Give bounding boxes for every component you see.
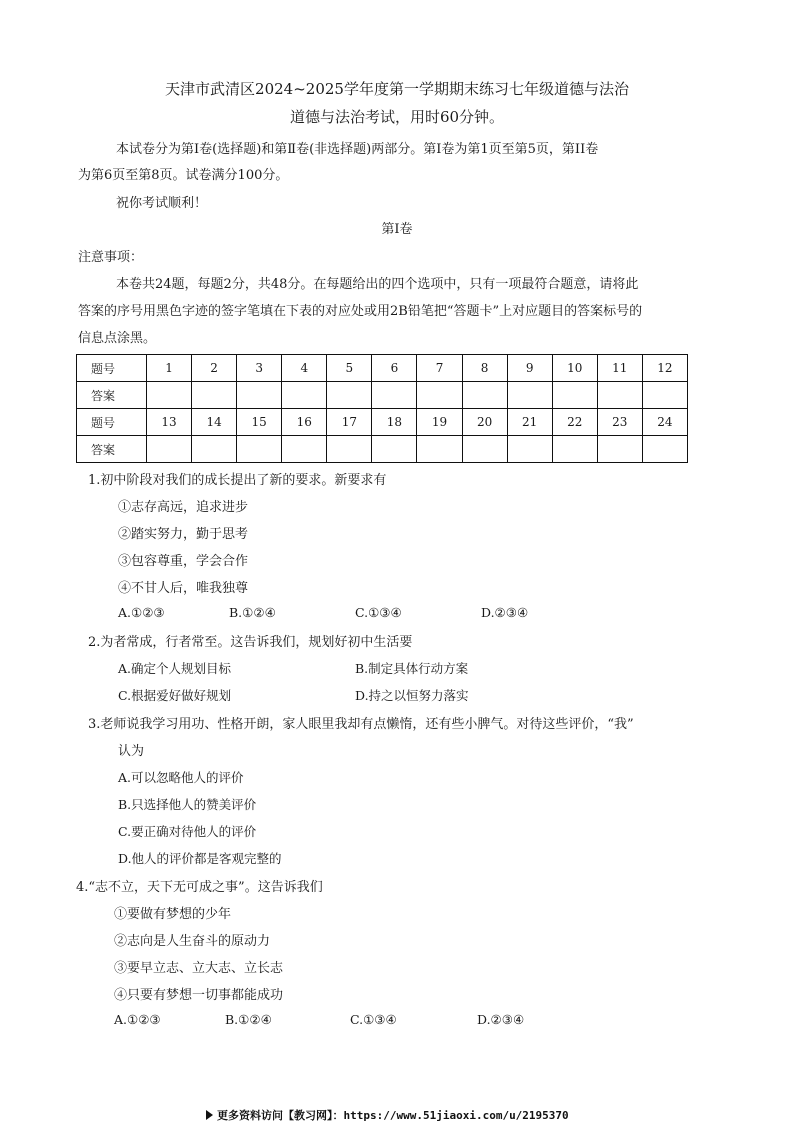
question-number-cell: 5 [327,355,372,382]
question-number-cell: 19 [417,409,462,436]
intro-line-1: 本试卷分为第Ⅰ卷(选择题)和第Ⅱ卷(非选择题)两部分。第Ⅰ卷为第1页至第5页，第II卷 [116,142,599,157]
answer-cell[interactable] [552,382,597,409]
question-1-statement: ④不甘人后，唯我独尊 [118,581,249,596]
answer-cell[interactable] [507,436,552,463]
section-heading: 第Ⅰ卷 [381,222,413,237]
question-number-cell: 6 [372,355,417,382]
answer-cell[interactable] [462,382,507,409]
question-1-stem: 1.初中阶段对我们的成长提出了新的要求。新要求有 [88,473,387,488]
question-1-statement: ③包容尊重，学会合作 [118,554,249,569]
answer-cell[interactable] [372,382,417,409]
answer-cell[interactable] [192,436,237,463]
notice-line-2: 答案的序号用黑色字迹的签字笔填在下表的对应处或用2B铅笔把“答题卡”上对应题目的答案标号的 [78,304,643,319]
intro-wish: 祝你考试顺利！ [116,196,208,211]
question-3-option-c[interactable]: C.要正确对待他人的评价 [118,824,257,839]
question-number-cell: 3 [237,355,282,382]
question-number-cell: 10 [552,355,597,382]
answer-cell[interactable] [237,436,282,463]
question-2-option-d[interactable]: D.持之以恒努力落实 [355,688,469,703]
question-4-option-c[interactable]: C.①③④ [350,1012,397,1027]
question-2-option-b[interactable]: B.制定具体行动方案 [355,661,469,676]
question-4-option-d[interactable]: D.②③④ [477,1012,525,1027]
answer-cell[interactable] [552,436,597,463]
question-3-option-b[interactable]: B.只选择他人的赞美评价 [118,797,257,812]
question-2-stem: 2.为者常成，行者常至。这告诉我们，规划好初中生活要 [88,635,413,650]
question-number-cell: 2 [192,355,237,382]
question-3-stem: 3.老师说我学习用功、性格开朗，家人眼里我却有点懒惰，还有些小脾气。对待这些评价，“我” [88,717,634,732]
answer-cell[interactable] [282,436,327,463]
question-number-cell: 20 [462,409,507,436]
question-4-statement: ③要早立志、立大志、立长志 [114,961,284,976]
answer-cell[interactable] [462,436,507,463]
question-4-option-a[interactable]: A.①②③ [114,1012,161,1027]
answer-cell[interactable] [282,382,327,409]
question-number-cell: 8 [462,355,507,382]
question-number-cell: 11 [597,355,642,382]
answer-cell[interactable] [147,382,192,409]
question-4-statement: ②志向是人生奋斗的原动力 [114,934,271,949]
table-row-question-numbers-1 [77,355,688,382]
question-number-label: 题号 [77,409,147,436]
answer-cell[interactable] [327,382,372,409]
footer-link[interactable] [206,1107,569,1123]
exam-title: 天津市武清区2024~2025学年度第一学期期末练习七年级道德与法治 [165,80,629,98]
question-number-cell: 23 [597,409,642,436]
question-number-cell: 16 [282,409,327,436]
table-row-answers-2 [77,436,688,463]
question-4-statement: ④只要有梦想一切事都能成功 [114,988,284,1003]
answer-cell[interactable] [237,382,282,409]
question-number-cell: 17 [327,409,372,436]
answer-cell[interactable] [597,436,642,463]
table-row-answers-1 [77,382,688,409]
answer-cell[interactable] [372,436,417,463]
table-row-question-numbers-2 [77,409,688,436]
question-1-option-b[interactable]: B.①②④ [229,605,276,620]
question-number-cell: 4 [282,355,327,382]
answer-cell[interactable] [507,382,552,409]
question-1-option-d[interactable]: D.②③④ [481,605,529,620]
exam-subtitle: 道德与法治考试，用时60分钟。 [289,108,505,126]
question-number-cell: 22 [552,409,597,436]
question-1-statement: ②踏实努力，勤于思考 [118,527,249,542]
question-3-stem-continued: 认为 [118,744,145,759]
question-number-cell: 12 [642,355,687,382]
question-number-cell: 21 [507,409,552,436]
answer-label: 答案 [77,382,147,409]
answer-label: 答案 [77,436,147,463]
footer-text: 更多资料访问【教习网】：https://www.51jiaoxi.com/u/2195370 [217,1109,569,1122]
question-4-statement: ①要做有梦想的少年 [114,907,232,922]
question-3-option-a[interactable]: A.可以忽略他人的评价 [118,770,244,785]
answer-cell[interactable] [642,436,687,463]
question-number-cell: 1 [147,355,192,382]
answer-cell[interactable] [417,382,462,409]
question-4-option-b[interactable]: B.①②④ [225,1012,272,1027]
question-number-cell: 15 [237,409,282,436]
answer-table [76,354,688,463]
answer-cell[interactable] [327,436,372,463]
question-number-cell: 7 [417,355,462,382]
answer-cell[interactable] [642,382,687,409]
notice-label: 注意事项： [78,250,144,265]
question-2-option-a[interactable]: A.确定个人规划目标 [118,661,232,676]
question-1-statement: ①志存高远，追求进步 [118,500,249,515]
answer-cell[interactable] [147,436,192,463]
answer-cell[interactable] [192,382,237,409]
flag-icon [206,1110,213,1120]
question-number-cell: 14 [192,409,237,436]
question-4-stem: 4.“志不立，天下无可成之事”。这告诉我们 [76,880,323,895]
question-number-label: 题号 [77,355,147,382]
intro-line-2: 为第6页至第8页。试卷满分100分。 [78,168,289,183]
question-3-option-d[interactable]: D.他人的评价都是客观完整的 [118,851,282,866]
question-number-cell: 13 [147,409,192,436]
question-1-option-c[interactable]: C.①③④ [355,605,402,620]
answer-cell[interactable] [417,436,462,463]
question-number-cell: 24 [642,409,687,436]
answer-cell[interactable] [597,382,642,409]
notice-line-3: 信息点涂黑。 [78,331,157,346]
notice-line-1: 本卷共24题，每题2分，共48分。在每题给出的四个选项中，只有一项最符合题意，请将此 [116,277,639,292]
question-number-cell: 9 [507,355,552,382]
question-2-option-c[interactable]: C.根据爱好做好规划 [118,688,232,703]
question-number-cell: 18 [372,409,417,436]
question-1-option-a[interactable]: A.①②③ [118,605,165,620]
